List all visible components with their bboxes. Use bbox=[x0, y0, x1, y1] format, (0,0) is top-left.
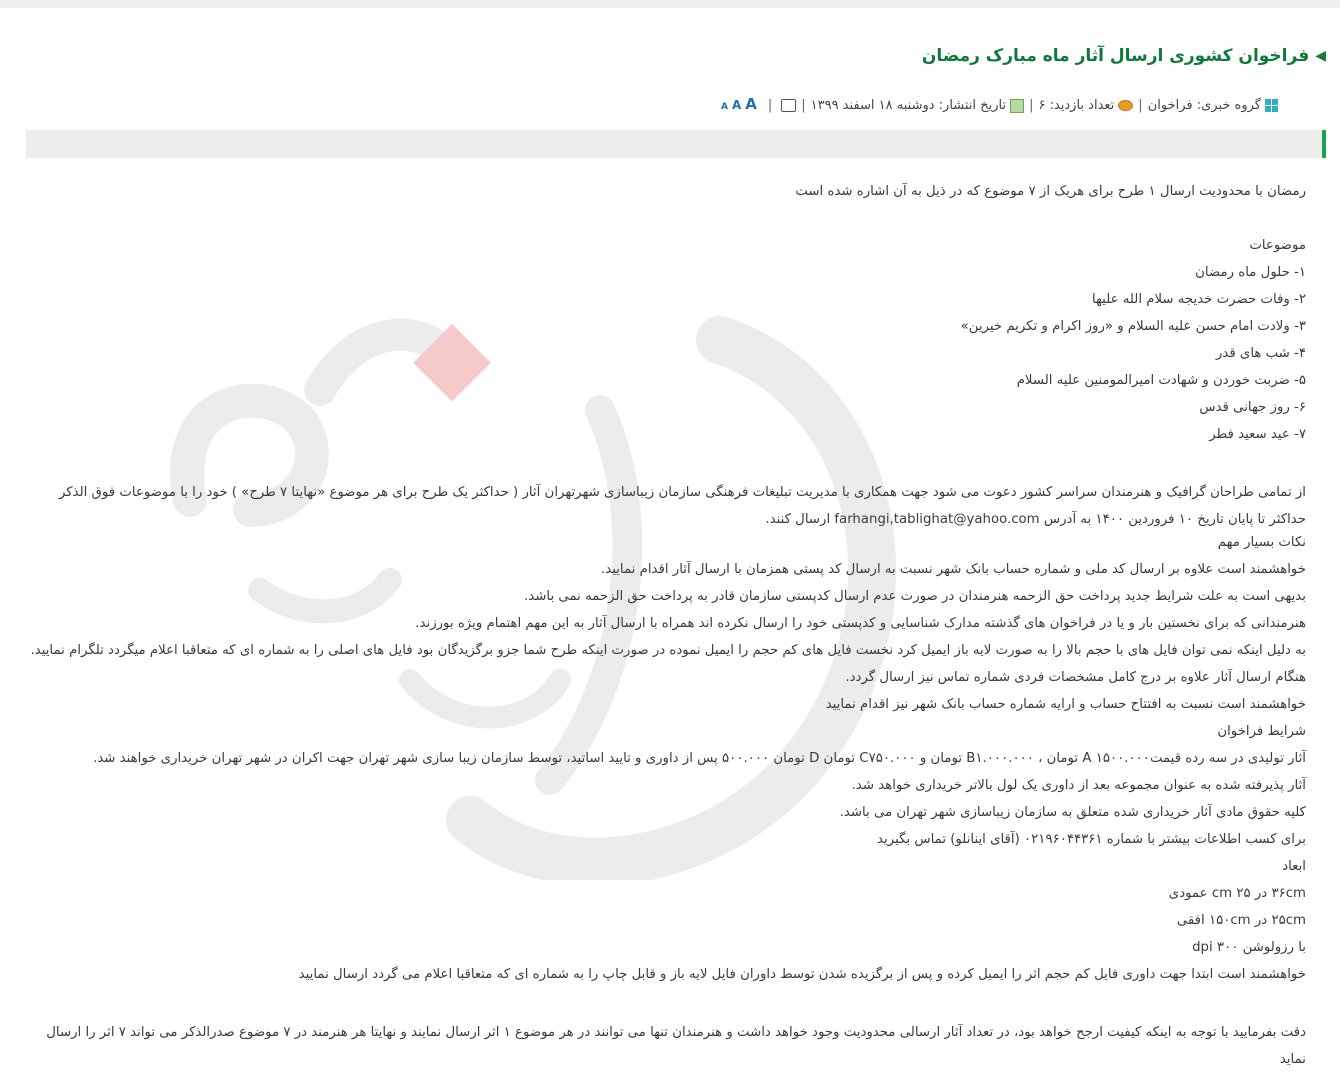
important-notes-heading: نکات بسیار مهم bbox=[1217, 535, 1306, 550]
topics-heading: موضوعات bbox=[1249, 238, 1306, 253]
font-size-controls bbox=[721, 94, 757, 117]
lead-bar-accent bbox=[1322, 130, 1326, 158]
article bbox=[26, 0, 1326, 1075]
condition-item: آثار تولیدی در سه رده قیمت۱۵۰۰.۰۰۰ A تومان ، B۱.۰۰۰.۰۰۰ تومان و C۷۵۰.۰۰۰ تومان D تومان ۵۰۰.۰۰۰ پس از داوری و تایید اساتید، توسط سازمان زیبا سازی شهر تهران جهت اکران در شهر تهران خریداری خواهند شد. bbox=[93, 751, 1306, 766]
font-large-button[interactable]: A bbox=[745, 95, 757, 113]
dimension-item: ۳۶cm در ۲۵ cm عمودی bbox=[1168, 886, 1306, 901]
invitation-paragraph: از تمامی طراحان گرافیک و هنرمندان سراسر کشور دعوت می شود جهت همکاری با مدیریت تبلیغات فرهنگی سازمان زیباسازی شهرتهران آثار ( حداکثر یک طرح برای هر موضوع «نهایتا ۷ طرح» ) خود را با موضوعات فوق الذکر حداکثر تا پایان تاریخ ۱۰ فروردین ۱۴۰۰ به آدرس farhangi,tablighat@yahoo.com ارسال کنند. bbox=[58, 485, 1306, 527]
resolution-line: با رزولوشن ۳۰۰ dpi bbox=[1192, 940, 1306, 955]
final-note: دقت بفرمایید با توجه به اینکه کیفیت ارجح خواهد بود، در تعداد آثار ارسالی محدودیت وجود خواهد داشت و هنرمندان تنها می توانند در هر موضوع ۱ اثر ارسال نمایند و نهایتا هر هنرمند در ۷ موضوع صدرالذکر می تواند ۷ اثر را ارسال نماید bbox=[46, 1025, 1306, 1067]
separator: | bbox=[1029, 97, 1034, 113]
conditions-heading: شرایط فراخوان bbox=[1217, 724, 1306, 739]
topic-item: ۳- ولادت امام حسن علیه السلام و «روز اکرام و تکریم خیرین» bbox=[960, 319, 1306, 334]
note-item: خواهشمند است علاوه بر ارسال کد ملی و شماره حساب بانک شهر نسبت به ارسال کد پستی همزمان با ارسال آثار اقدام نمایید. bbox=[601, 562, 1306, 577]
font-medium-button[interactable]: A bbox=[731, 98, 742, 112]
intro-line: رمضان با محدودیت ارسال ۱ طرح برای هریک از ۷ موضوع که در ذیل به آن اشاره شده است bbox=[795, 184, 1306, 199]
condition-item: آثار پذیرفته شده به عنوان مجموعه بعد از داوری یک لول بالاتر خریداری خواهد شد. bbox=[851, 778, 1306, 793]
dimension-item: ۲۵cm در ۱۵۰cm افقی bbox=[1176, 913, 1306, 928]
topic-item: ۶- روز جهانی قدس bbox=[1199, 400, 1306, 415]
note-item: به دلیل اینکه نمی توان فایل های با حجم بالا را به صورت لایه باز ایمیل کرد نخست فایل های کم حجم را ایمیل نموده در صورت اینکه طرح شما جزو برگزیدگان بود فایل های اصلی را به شماره ای که متعاقبا اعلام میگردد تلگرام نمایید. bbox=[30, 643, 1306, 658]
topic-item: ۴- شب های قدر bbox=[1215, 346, 1306, 361]
topic-item: ۵- ضربت خوردن و شهادت امیرالمومنین علیه السلام bbox=[1016, 373, 1306, 388]
article-header bbox=[922, 44, 1326, 68]
news-group: گروه خبری: فراخوان bbox=[1147, 97, 1261, 113]
eye-icon bbox=[1118, 100, 1133, 111]
lead-bar bbox=[26, 130, 1326, 158]
separator: | bbox=[801, 97, 806, 113]
note-item: بدیهی است به علت شرایط جدید پرداخت حق الزحمه هنرمندان در صورت عدم ارسال کدپستی سازمان قادر به پرداخت حق الزحمه نمی باشد. bbox=[524, 589, 1306, 604]
separator: | bbox=[1138, 97, 1143, 113]
submission-note: خواهشمند است ابتدا جهت داوری فایل کم حجم اثر را ایمیل کرده و پس از برگزیده شدن توسط داوران فایل لایه باز و قابل چاپ را به شماره ای که متعاقبا اعلام می گردد ارسال نمایید bbox=[298, 967, 1306, 982]
contact-line: برای کسب اطلاعات بیشتر با شماره ۰۲۱۹۶۰۴۴۳۶۱ (آقای اینانلو) تماس بگیرید bbox=[877, 832, 1306, 847]
note-item: خواهشمند است نسبت به افتتاح حساب و ارایه شماره حساب بانک شهر نیز اقدام نمایید bbox=[825, 697, 1306, 712]
print-icon[interactable] bbox=[781, 99, 796, 112]
article-meta bbox=[18, 94, 1278, 117]
chevron-left-icon: ◀ bbox=[1315, 48, 1326, 64]
article-title: فراخوان کشوری ارسال آثار ماه مبارک رمضان bbox=[921, 46, 1310, 66]
note-item: هنگام ارسال آثار علاوه بر درج کامل مشخصات فردی شماره تماس نیز ارسال گردد. bbox=[845, 670, 1306, 685]
dimensions-heading: ابعاد bbox=[1282, 859, 1306, 874]
visit-count: تعداد بازدید: ۶ bbox=[1038, 97, 1115, 113]
publish-date: تاریخ انتشار: دوشنبه ۱۸ اسفند ۱۳۹۹ bbox=[810, 97, 1007, 113]
grid-icon bbox=[1265, 99, 1278, 112]
topic-item: ۱- حلول ماه رمضان bbox=[1195, 265, 1306, 280]
topic-item: ۷- عید سعید فطر bbox=[1209, 427, 1306, 442]
condition-item: کلیه حقوق مادی آثار خریداری شده متعلق به سازمان زیباسازی شهر تهران می باشد. bbox=[839, 805, 1306, 820]
calendar-icon bbox=[1010, 99, 1024, 113]
note-item: هنرمندانی که برای نخستین بار و یا در فراخوان های گذشته مدارک شناسایی و کدپستی خود را ارسال نکرده اند همراه با ارسال آثار به این مهم اهتمام ویژه بورزند. bbox=[415, 616, 1306, 631]
font-small-button[interactable]: A bbox=[720, 102, 728, 112]
separator: | bbox=[767, 97, 773, 113]
topic-item: ۲- وفات حضرت خدیجه سلام الله علیها bbox=[1092, 292, 1306, 307]
